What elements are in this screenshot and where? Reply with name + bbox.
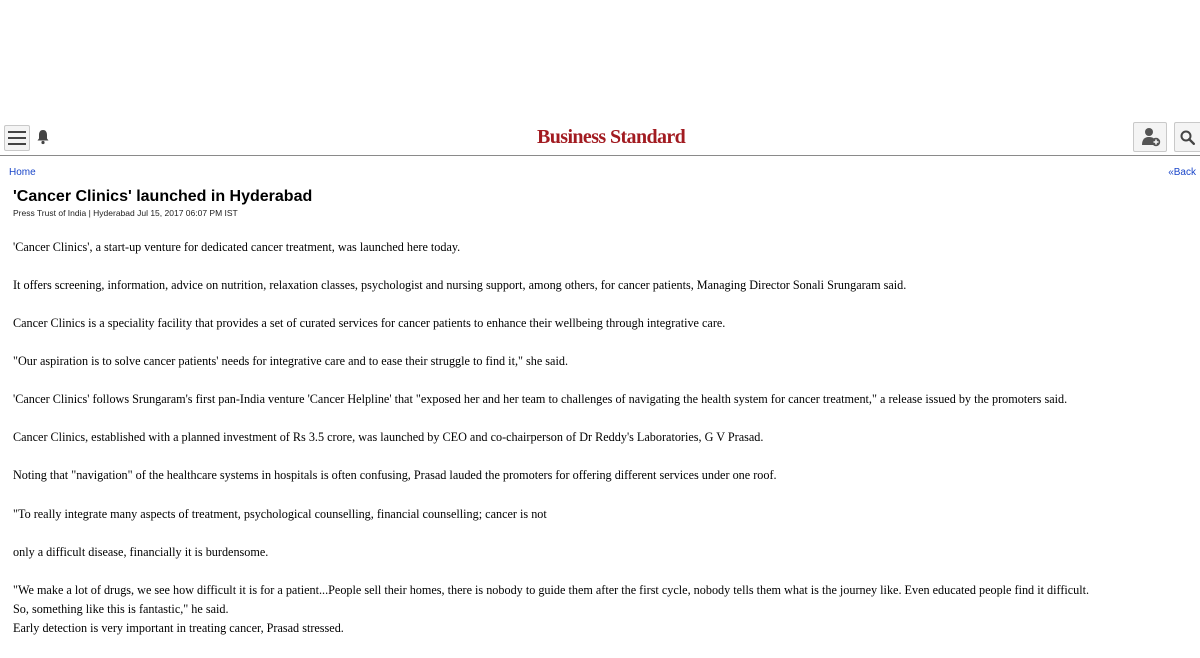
user-button[interactable] (1133, 122, 1167, 152)
ad-space (0, 0, 1200, 118)
article-paragraph: 'Cancer Clinics' follows Srungaram's first pan-India venture 'Cancer Helpline' that "exposed her and her team to challenges of navigating the health system for cancer treatment," a release issued by the promoters said. (13, 392, 1068, 406)
article-paragraph: Cancer Clinics is a speciality facility that provides a set of curated services for cancer patients to enhance their wellbeing through integrative care. (13, 316, 726, 330)
article-paragraph: "To really integrate many aspects of treatment, psychological counselling, financial counselling; cancer is not (13, 507, 547, 521)
menu-button[interactable] (4, 125, 30, 151)
search-icon (1180, 130, 1195, 145)
site-logo[interactable]: Business Standard (537, 126, 686, 148)
article-paragraph: "We make a lot of drugs, we see how difficult it is for a patient...People sell their homes, there is nobody to guide them after the first cycle, nobody tells them what is the journey like. Even educated people find it difficult. (13, 583, 1090, 597)
hamburger-icon (8, 130, 26, 146)
article-paragraph: 'Cancer Clinics', a start-up venture for dedicated cancer treatment, was launched here today. (13, 240, 461, 254)
article-paragraph: only a difficult disease, financially it is burdensome. (13, 545, 269, 559)
user-add-icon (1141, 127, 1161, 147)
search-button[interactable] (1174, 122, 1200, 152)
article-paragraph: "Our aspiration is to solve cancer patients' needs for integrative care and to ease their struggle to find it," she said. (13, 354, 568, 368)
bell-icon[interactable] (36, 129, 50, 145)
article-paragraph: So, something like this is fantastic," he said. (13, 602, 229, 616)
back-link[interactable]: «Back (1168, 167, 1196, 178)
article-paragraph: Noting that "navigation" of the healthcare systems in hospitals is often confusing, Prasad lauded the promoters for offering different services under one roof. (13, 468, 777, 482)
breadcrumb-home-link[interactable]: Home (9, 167, 36, 178)
article-paragraph: It offers screening, information, advice on nutrition, relaxation classes, psychologist and nursing support, among others, for cancer patients, Managing Director Sonali Srungaram said. (13, 278, 907, 292)
article-paragraph: Early detection is very important in treating cancer, Prasad stressed. (13, 621, 344, 635)
article-paragraph: Cancer Clinics, established with a planned investment of Rs 3.5 crore, was launched by CEO and co-chairperson of Dr Reddy's Laboratories, G V Prasad. (13, 430, 764, 444)
article-headline: 'Cancer Clinics' launched in Hyderabad (13, 188, 313, 205)
article-byline: Press Trust of India | Hyderabad Jul 15, 2017 06:07 PM IST (13, 208, 238, 218)
